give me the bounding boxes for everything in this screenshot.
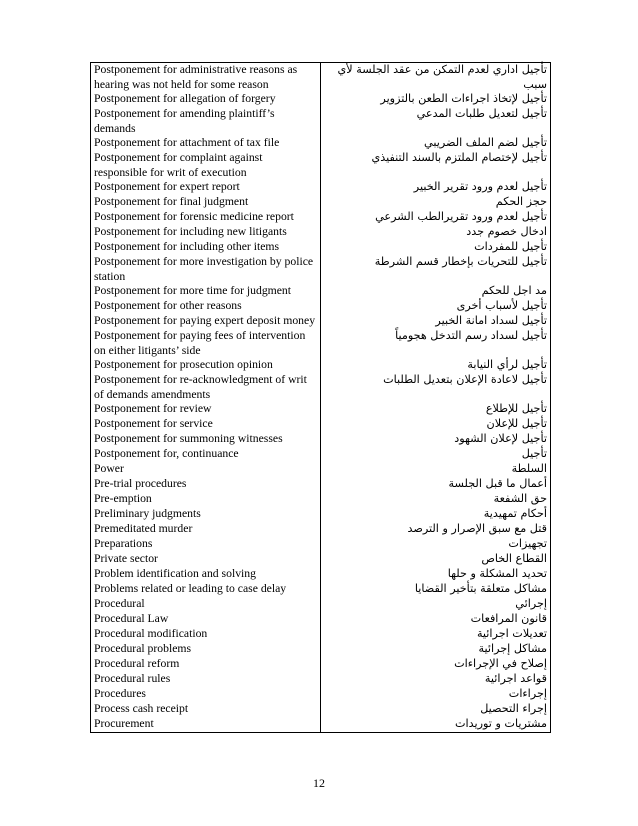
english-terms-column [91, 63, 321, 733]
english-term: Procedural problems [94, 642, 192, 655]
arabic-term: ادخال خصوم جدد [466, 225, 547, 238]
arabic-term: تأجيل للإطلاع [485, 402, 547, 415]
arabic-term: تحديد المشكلة و حلها [447, 567, 547, 580]
arabic-term: أحكام تمهيدية [483, 507, 547, 520]
english-term: Postponement for, continuance [94, 447, 239, 460]
arabic-term: إصلاح في الإجراءات [454, 657, 547, 670]
arabic-term: تجهيزات [508, 537, 547, 550]
arabic-terms-list [321, 63, 550, 732]
english-term: Process cash receipt [94, 702, 189, 715]
english-term: Postponement for other reasons [94, 299, 242, 312]
arabic-term: تأجيل لسداد رسم التدخل هجومياً [395, 329, 547, 342]
english-term: Procurement [94, 717, 154, 730]
english-term: Postponement for forensic medicine report [94, 210, 294, 223]
arabic-term: تأجيل لضم الملف الضريبي [424, 136, 547, 149]
english-term: Procedural rules [94, 672, 171, 685]
english-term: Problems related or leading to case delay [94, 582, 287, 595]
english-term: Pre-emption [94, 492, 152, 505]
english-term: Postponement for including other items [94, 240, 280, 253]
arabic-term: قانون المرافعات [470, 612, 547, 625]
arabic-term: تأجيل لاعادة الإعلان بتعديل الطلبات [383, 373, 547, 386]
arabic-term: قتل مع سبق الإصرار و الترصد [407, 522, 547, 535]
english-term: Postponement for more investigation by police station [94, 255, 314, 283]
english-term: Procedural modification [94, 627, 208, 640]
arabic-term: تأجيل لأسباب أخرى [456, 299, 547, 312]
arabic-term: مشاكل متعلقة بتأخير القضايا [414, 582, 547, 595]
arabic-term: تأجيل لتعديل طلبات المدعي [416, 107, 547, 120]
english-term: Postponement for review [94, 402, 212, 415]
english-term: Postponement for re-acknowledgment of writ of demands amendments [94, 373, 307, 401]
english-term: Postponement for allegation of forgery [94, 92, 276, 105]
arabic-term: تأجيل لعدم ورود تقرير الخبير [413, 180, 547, 193]
english-terms-list [91, 63, 320, 732]
table-row [91, 63, 551, 733]
arabic-term: إجراء التحصيل [480, 702, 547, 715]
english-term: Procedural Law [94, 612, 169, 625]
english-term: Postponement for paying fees of intervention on either litigants’ side [94, 329, 306, 357]
english-term: Postponement for including new litigants [94, 225, 287, 238]
arabic-term: حق الشفعة [493, 492, 547, 505]
english-term: Pre-trial procedures [94, 477, 187, 490]
english-term: Procedural reform [94, 657, 180, 670]
english-term: Power [94, 462, 124, 475]
english-term: Postponement for amending plaintiff’s demands [94, 107, 275, 135]
page-number: 12 [313, 776, 325, 790]
english-term: Premeditated murder [94, 522, 193, 535]
english-term: Postponement for service [94, 417, 213, 430]
glossary-table [90, 62, 551, 733]
arabic-term: تأجيل لإعلان الشهود [454, 432, 547, 445]
arabic-term: تأجيل [521, 447, 547, 460]
arabic-term: تعديلات اجرائية [476, 627, 547, 640]
english-term: Postponement for administrative reasons as hearing was not held for some reason [94, 63, 298, 91]
english-term: Postponement for prosecution opinion [94, 358, 273, 371]
arabic-term: تأجيل لسداد امانة الخبير [435, 314, 547, 327]
arabic-term: حجز الحكم [495, 195, 547, 208]
arabic-term: تأجيل لإتخاذ اجراءات الطعن بالتزوير [380, 92, 547, 105]
english-term: Postponement for complaint against responsible for writ of execution [94, 151, 263, 179]
english-term: Preparations [94, 537, 153, 550]
english-term: Postponement for expert report [94, 180, 240, 193]
english-term: Preliminary judgments [94, 507, 201, 520]
arabic-term: تأجيل لرأي النيابة [467, 358, 547, 371]
english-term: Procedural [94, 597, 145, 610]
arabic-term: السلطة [511, 462, 547, 475]
arabic-term: إجراءات [508, 687, 547, 700]
english-term: Procedures [94, 687, 146, 700]
arabic-term: مشتريات و توريدات [454, 717, 547, 730]
arabic-term: مشاكل إجرائية [478, 642, 547, 655]
english-term: Problem identification and solving [94, 567, 256, 580]
english-term: Postponement for more time for judgment [94, 284, 292, 297]
arabic-term: قواعد اجرائية [484, 672, 547, 685]
arabic-term: القطاع الخاص [481, 552, 547, 565]
arabic-term: تأجيل اداري لعدم التمكن من عقد الجلسة لأي سبب [337, 63, 547, 91]
arabic-term: تأجيل للإعلان [486, 417, 547, 430]
arabic-term: تأجيل لإختصام الملتزم بالسند التنفيذي [371, 151, 547, 164]
arabic-term: تأجيل للمفردات [474, 240, 547, 253]
english-term: Postponement for final judgment [94, 195, 249, 208]
english-term: Postponement for summoning witnesses [94, 432, 283, 445]
arabic-term: إجرائي [515, 597, 547, 610]
arabic-term: أعمال ما قبل الجلسة [448, 477, 547, 490]
english-term: Postponement for attachment of tax file [94, 136, 280, 149]
arabic-term: مد اجل للحكم [481, 284, 547, 297]
arabic-terms-column [321, 63, 551, 733]
arabic-term: تأجيل لعدم ورود تقريرالطب الشرعي [375, 210, 547, 223]
english-term: Private sector [94, 552, 158, 565]
english-term: Postponement for paying expert deposit money [94, 314, 316, 327]
arabic-term: تأجيل للتحريات بإخطار قسم الشرطة [374, 255, 547, 268]
